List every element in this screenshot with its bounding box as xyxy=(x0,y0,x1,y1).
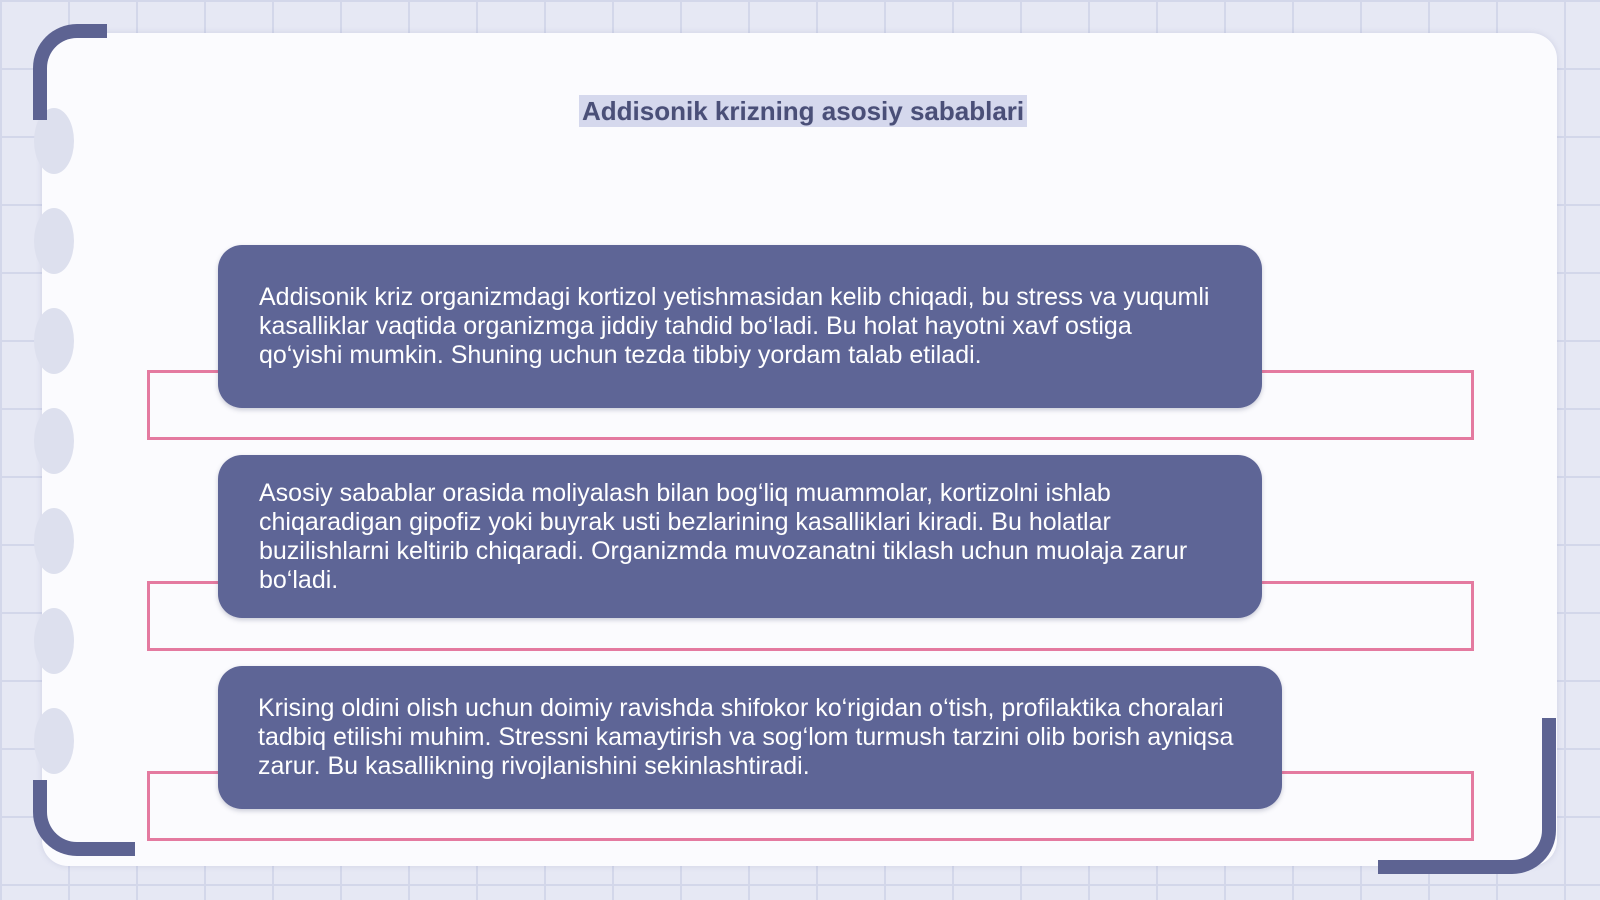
text-box-2 xyxy=(218,455,1262,618)
text-box-1 xyxy=(218,245,1262,408)
scallop-edge-2 xyxy=(34,208,74,274)
corner-bracket-bottom-left xyxy=(33,780,135,856)
scallop-edge-7 xyxy=(34,708,74,774)
scallop-edge-4 xyxy=(34,408,74,474)
text-box-2-text: Asosiy sabablar orasida moliyalash bilan bog‘liq muammolar, kortizolni ishlab chiqaradigan gipofiz yoki buyrak usti bezlarining kasalliklari kiradi. Bu holatlar buzilishlarni keltirib chiqaradi. Organizmda muvozanatni tiklash uchun muolaja zarur bo‘ladi. xyxy=(259,479,1188,594)
scallop-edge-5 xyxy=(34,508,74,574)
text-box-3 xyxy=(218,666,1282,809)
text-box-1-text: Addisonik kriz organizmdagi kortizol yetishmasidan kelib chiqadi, bu stress va yuqumli kasalliklar vaqtida organizmga jiddiy tahdid bo‘ladi. Bu holat hayotni xavf ostiga qo‘yishi mumkin. Shuning uchun tezda tibbiy yordam talab etiladi. xyxy=(259,283,1210,369)
slide-title: Addisonik krizning asosiy sabablari xyxy=(579,95,1027,127)
text-box-3-text: Krising oldini olish uchun doimiy ravishda shifokor ko‘rigidan o‘tish, profilaktika choralari tadbiq etilishi muhim. Stressni kamaytirish va sog‘lom turmush tarzini olib borish ayniqsa zarur. Bu kasallikning rivojlanishini sekinlashtiradi. xyxy=(258,694,1234,780)
corner-bracket-top-left xyxy=(33,24,107,120)
scallop-edge-3 xyxy=(34,308,74,374)
scallop-edge-6 xyxy=(34,608,74,674)
